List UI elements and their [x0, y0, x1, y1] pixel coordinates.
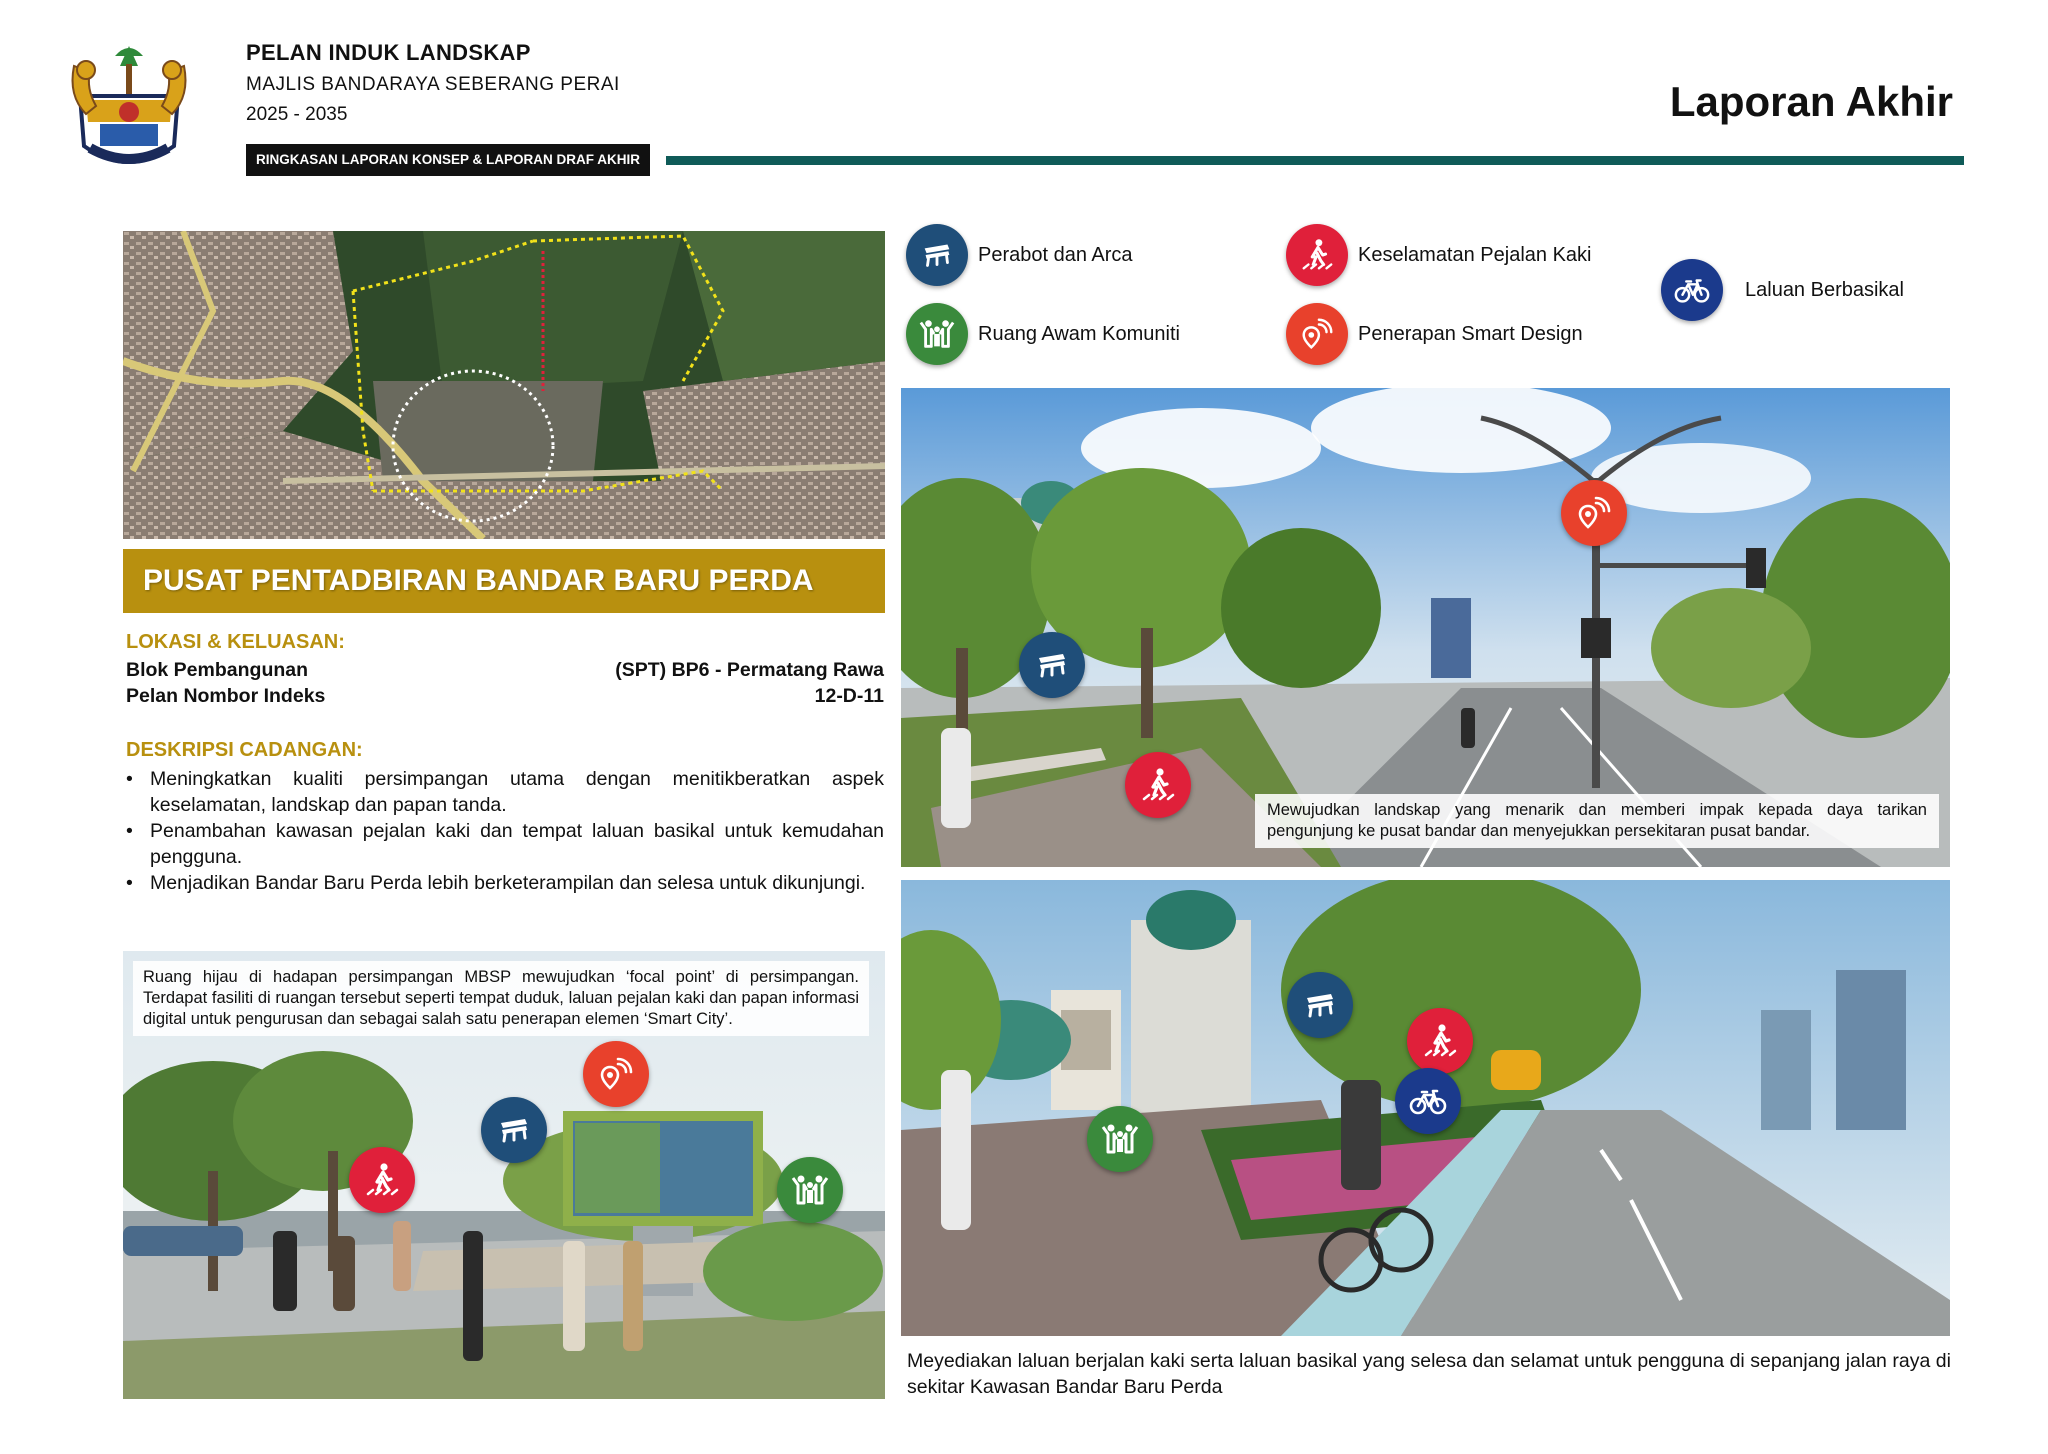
- report-title: Laporan Akhir: [1669, 78, 1953, 125]
- pedestrian-crossing-icon: [349, 1147, 415, 1213]
- pedestrian-crossing-icon: [1125, 752, 1191, 818]
- development-block-value: (SPT) BP6 - Permatang Rawa: [615, 659, 884, 681]
- landscape-caption: Mewujudkan landskap yang menarik dan memberi impak kepada daya tarikan pengunjung ke pusat bandar dan menyejukkan persekitaran pusat bandar.: [1255, 794, 1939, 848]
- legend-community: [906, 303, 1180, 365]
- development-block-label: Blok Pembangunan: [126, 659, 309, 681]
- street-landscape-scene: [901, 388, 1950, 867]
- mbsp-logo: [60, 36, 198, 178]
- description-list: [124, 766, 884, 896]
- legend-label: Ruang Awam Komuniti: [978, 322, 1180, 345]
- pedestrian-crossing-icon: [1286, 224, 1348, 286]
- description-section-title: DESKRIPSI CADANGAN:: [126, 739, 363, 761]
- location-signal-icon: [1561, 480, 1627, 546]
- index-plan-value: 12-D-11: [814, 685, 884, 707]
- marker-smart-design: [583, 1041, 649, 1107]
- legend-furniture: [906, 224, 1133, 286]
- cycle-lane-caption: Meyediakan laluan berjalan kaki serta laluan basikal yang selesa dan selamat untuk pengguna di sepanjang jalan raya di sekitar Kawasan Bandar Baru Perda: [907, 1350, 1951, 1398]
- header-rule: [666, 156, 1964, 165]
- family-icon: [906, 303, 968, 365]
- list-item: • Penambahan kawasan pejalan kaki dan tempat laluan basikal untuk kemudahan pengguna.: [124, 818, 884, 870]
- report-badge: RINGKASAN LAPORAN KONSEP & LAPORAN DRAF AKHIR: [246, 144, 650, 176]
- legend-bicycle: [1661, 259, 1904, 321]
- marker-furniture: [1019, 632, 1085, 698]
- marker-smart-design: [1561, 480, 1627, 546]
- legend-label: Perabot dan Arca: [978, 243, 1133, 266]
- location-signal-icon: [1286, 303, 1348, 365]
- focal-point-scene: [123, 951, 885, 1399]
- marker-furniture: [1287, 972, 1353, 1038]
- plan-title: PELAN INDUK LANDSKAP: [246, 40, 531, 65]
- organization-name: MAJLIS BANDARAYA SEBERANG PERAI: [246, 74, 620, 95]
- marker-pedestrian: [1407, 1008, 1473, 1074]
- family-icon: [1087, 1106, 1153, 1172]
- aerial-site-map: [123, 231, 885, 539]
- plan-years: 2025 - 2035: [246, 104, 348, 125]
- marker-community: [777, 1157, 843, 1223]
- legend-label: Keselamatan Pejalan Kaki: [1358, 243, 1592, 266]
- marker-community: [1087, 1106, 1153, 1172]
- legend-label: Laluan Berbasikal: [1745, 278, 1904, 301]
- legend-smart-design: [1286, 303, 1583, 365]
- marker-pedestrian: [349, 1147, 415, 1213]
- bench-icon: [1287, 972, 1353, 1038]
- marker-bicycle: [1395, 1068, 1461, 1134]
- bicycle-icon: [1395, 1068, 1461, 1134]
- site-name-banner: PUSAT PENTADBIRAN BANDAR BARU PERDA: [123, 549, 885, 613]
- legend-label: Penerapan Smart Design: [1358, 322, 1583, 345]
- marker-furniture: [481, 1097, 547, 1163]
- list-item: • Meningkatkan kualiti persimpangan utama dengan menitikberatkan aspek keselamatan, landskap dan papan tanda.: [124, 766, 884, 818]
- location-signal-icon: [583, 1041, 649, 1107]
- family-icon: [777, 1157, 843, 1223]
- bench-icon: [481, 1097, 547, 1163]
- pedestrian-crossing-icon: [1407, 1008, 1473, 1074]
- bench-icon: [1019, 632, 1085, 698]
- index-plan-label: Pelan Nombor Indeks: [126, 685, 326, 707]
- legend-pedestrian: [1286, 224, 1591, 286]
- list-item: • Menjadikan Bandar Baru Perda lebih berketerampilan dan selesa untuk dikunjungi.: [124, 870, 884, 896]
- location-section-title: LOKASI & KELUASAN:: [126, 631, 345, 653]
- bench-icon: [906, 224, 968, 286]
- cycle-lane-scene: [901, 880, 1950, 1336]
- bicycle-icon: [1661, 259, 1723, 321]
- focal-point-caption: Ruang hijau di hadapan persimpangan MBSP mewujudkan ‘focal point’ di persimpangan. Terdapat fasiliti di ruangan tersebut seperti tempat duduk, laluan pejalan kaki dan papan informasi digital untuk pengurusan dan sebagai salah satu penerapan elemen ‘Smart City’.: [133, 961, 869, 1036]
- marker-pedestrian: [1125, 752, 1191, 818]
